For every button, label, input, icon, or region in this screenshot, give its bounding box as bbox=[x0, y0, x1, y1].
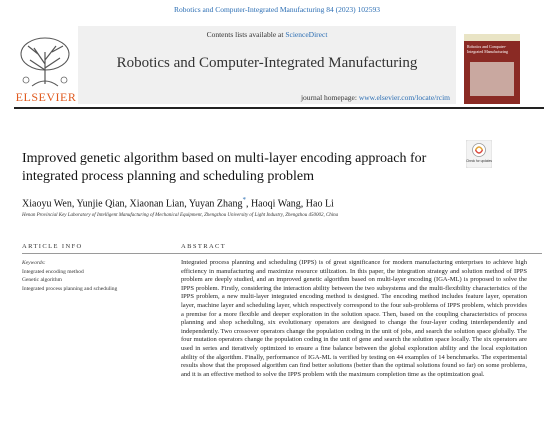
elsevier-tree-logo bbox=[16, 34, 74, 88]
journal-homepage bbox=[78, 93, 456, 102]
check-for-updates-label: Check for updates bbox=[466, 159, 492, 163]
author-affiliation: Henan Provincial Key Laboratory of Intelligent Manufacturing of Mechanical Equipment, Zhengzhou University of Light Industry, Zhengzhou 450002, China bbox=[22, 213, 339, 218]
check-for-updates-icon[interactable] bbox=[466, 140, 492, 168]
keywords-label: Keywords: bbox=[22, 260, 46, 266]
keyword-item: Integrated encoding method bbox=[22, 269, 84, 275]
section-divider bbox=[22, 253, 542, 254]
homepage-prefix: journal homepage: bbox=[300, 93, 359, 102]
header-divider bbox=[14, 107, 544, 109]
authors-tail: , Haoqi Wang, Hao Li bbox=[245, 198, 334, 210]
journal-cover-image bbox=[470, 62, 514, 96]
homepage-link[interactable]: www.elsevier.com/locate/rcim bbox=[358, 93, 450, 102]
article-info-heading: ARTICLE INFO bbox=[22, 243, 83, 250]
abstract-text: Integrated process planning and scheduling (IPPS) is of great significance for modern manufacturing enterprises to achieve high efficiency in manufacturing and maximize resource utilization. In this paper, the integration strategy and solution method of IPPS problem are deeply studied, and an improved genetic algorithm based on multi-layer encoding (IGA-ML) is proposed to solve the IPPS problem. Firstly, considering the interaction ability between the two subsystems and the multi-flexibility characteristics of the IPPS problem, a new multi-layer integrated encoding method is designed. The encoding method includes feature layer, operation layer, machine layer and scheduling layer, which respectively correspond to the four sub-problems of IPPS problem, which provides a premise for a more flexible and deeper exploration in the solution space. Then, based on the coupling characteristics of process planning and shop scheduling, six evolutionary operators are designed to change the four-layer coding interdependently and independently. Two crossover operators change the population coding in the unit of jobs, and search the solution space globally. The four mutation operators change the population coding in the unit of gene and search the solution space locally. The six operators are used in series and iteratively optimized to ensure a fine balance between the global exploration ability and the local exploitation ability of the algorithm. Finally, performance of IGA-ML is verified by testing on 44 examples of 14 benchmarks. The experimental results show that the proposed algorithm can find better solutions (better than the optimal solutions found so far) on some problems, and it is an effective method to solve the IPPS problem with the maximum completion time as the optimization goal. bbox=[181, 259, 527, 378]
author-list bbox=[22, 196, 334, 209]
keywords-list bbox=[22, 268, 117, 293]
contents-prefix: Contents lists available at bbox=[206, 30, 286, 39]
contents-line bbox=[78, 30, 456, 39]
journal-cover-band bbox=[464, 34, 520, 41]
keyword-item: Genetic algorithm bbox=[22, 277, 62, 284]
sciencedirect-link[interactable]: ScienceDirect bbox=[285, 30, 328, 39]
authors-main: Xiaoyu Wen, Yunjie Qian, Xiaonan Lian, Yuyan Zhang bbox=[22, 198, 243, 210]
abstract-heading: ABSTRACT bbox=[181, 243, 227, 250]
elsevier-wordmark: ELSEVIER bbox=[15, 90, 77, 104]
corresponding-author-mark[interactable]: * bbox=[242, 196, 246, 204]
article-title: Improved genetic algorithm based on multi-layer encoding approach for integrated process planning and scheduling problem bbox=[22, 151, 427, 184]
journal-citation[interactable]: Robotics and Computer-Integrated Manufacturing 84 (2023) 102593 bbox=[173, 5, 381, 14]
journal-cover-title: Robotics and Computer-Integrated Manufacturing bbox=[467, 44, 508, 54]
keyword-item: Integrated process planning and scheduling bbox=[22, 285, 118, 292]
journal-title: Robotics and Computer-Integrated Manufacturing bbox=[116, 55, 418, 71]
